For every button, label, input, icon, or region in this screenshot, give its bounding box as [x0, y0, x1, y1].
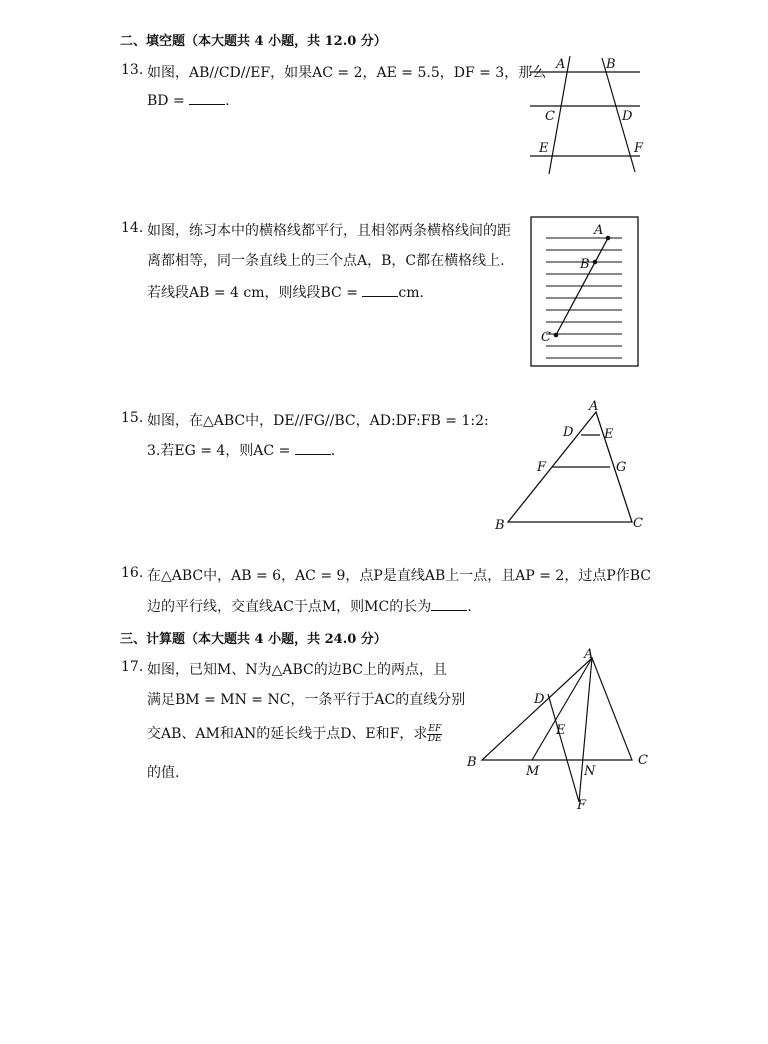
q15-label-a: A: [589, 399, 599, 414]
q15-line2-prefix: 3.若EG = 4，则AC =: [147, 443, 295, 459]
q16-line2: [147, 596, 472, 616]
q13-line2-prefix: BD =: [147, 93, 190, 109]
q14-label-c: C: [541, 330, 551, 345]
q17-line1: 如图，已知M、N为△ABC的边BC上的两点，且: [147, 662, 447, 678]
q13-answer-blank[interactable]: [189, 92, 225, 105]
q13-label-b: B: [606, 57, 616, 72]
q13-line1: 如图，AB//CD//EF，如果AC = 2，AE = 5.5，DF = 3，那么: [147, 65, 547, 81]
q14-line3-suffix: cm.: [398, 285, 424, 301]
q17-label-n: N: [584, 764, 596, 779]
q17-label-f: F: [577, 798, 587, 813]
section-2-heading: 二、填空题（本大题共 4 小题，共 12.0 分）: [120, 34, 387, 49]
q14-label-b: B: [580, 257, 590, 272]
q14-answer-blank[interactable]: [362, 284, 398, 297]
q15-label-c: C: [633, 516, 643, 531]
q15-line2-suffix: .: [330, 443, 336, 459]
q17-line4: 的值.: [147, 765, 180, 781]
q17-segment-af: [579, 658, 592, 802]
q16-line2-prefix: 边的平行线，交直线AC于点M，则MC的长为: [147, 599, 432, 615]
q16-number: 16.: [121, 565, 144, 581]
q15-label-f: F: [537, 460, 547, 475]
q17-line3-prefix: 交AB、AM和AN的延长线于点D、E和F，求: [147, 726, 428, 742]
q16-line1: 在△ABC中，AB = 6，AC = 9，点P是直线AB上一点，且AP = 2，过点P作BC: [147, 568, 651, 584]
q15-figure: [490, 398, 650, 532]
q13-label-d: D: [622, 109, 633, 124]
q17-line2: 满足BM = MN = NC，一条平行于AC的直线分别: [147, 692, 466, 708]
q15-label-e: E: [604, 427, 614, 442]
q17-fraction: [427, 725, 442, 744]
q13-label-a: A: [556, 57, 566, 72]
q14-ruled-lines: [546, 238, 622, 358]
q13-label-e: E: [539, 141, 549, 156]
q15-label-b: B: [495, 518, 505, 533]
q14-number: 14.: [121, 220, 144, 236]
q14-line1: 如图，练习本中的横格线都平行，且相邻两条横格线间的距: [147, 223, 511, 239]
q14-label-a: A: [594, 223, 604, 238]
q17-line3: [147, 723, 442, 744]
q17-fraction-numerator: EF: [428, 723, 442, 734]
section-3-heading: 三、计算题（本大题共 4 小题，共 24.0 分）: [120, 632, 387, 647]
q17-label-b: B: [467, 755, 477, 770]
q17-label-a: A: [584, 647, 594, 662]
q17-figure: [460, 642, 660, 817]
q13-figure: [520, 52, 650, 182]
q13-number: 13.: [121, 62, 144, 78]
q17-triangle-abc: [482, 658, 632, 760]
q17-label-e: E: [556, 723, 566, 738]
q17-segment-df: [548, 694, 579, 802]
q13-label-c: C: [545, 109, 555, 124]
q13-line2-suffix: .: [225, 93, 230, 109]
q17-label-c: C: [638, 753, 648, 768]
q15-answer-blank[interactable]: [295, 442, 331, 455]
q16-line2-suffix: .: [467, 599, 472, 615]
q13-label-f: F: [634, 141, 644, 156]
q17-fraction-denominator: DE: [427, 733, 442, 744]
q14-point-c: [554, 333, 559, 338]
q17-number: 17.: [121, 659, 144, 675]
q14-line2: 离都相等，同一条直线上的三个点A，B，C都在横格线上.: [147, 253, 505, 269]
q14-point-a: [606, 236, 611, 241]
q13-line2: [147, 92, 230, 109]
q15-number: 15.: [121, 410, 144, 426]
q17-label-d: D: [534, 692, 545, 707]
q17-label-m: M: [526, 764, 540, 779]
q15-label-d: D: [563, 425, 574, 440]
q15-label-g: G: [616, 460, 627, 475]
q15-line2: [147, 440, 335, 460]
q14-line3: [147, 282, 424, 302]
q14-point-b: [593, 260, 598, 265]
q14-line3-prefix: 若线段AB = 4 cm，则线段BC =: [147, 285, 363, 301]
q15-line1: 如图，在△ABC中，DE//FG//BC，AD:DF:FB = 1:2:: [147, 413, 489, 429]
q14-figure: [530, 216, 640, 368]
q16-answer-blank[interactable]: [431, 598, 467, 611]
